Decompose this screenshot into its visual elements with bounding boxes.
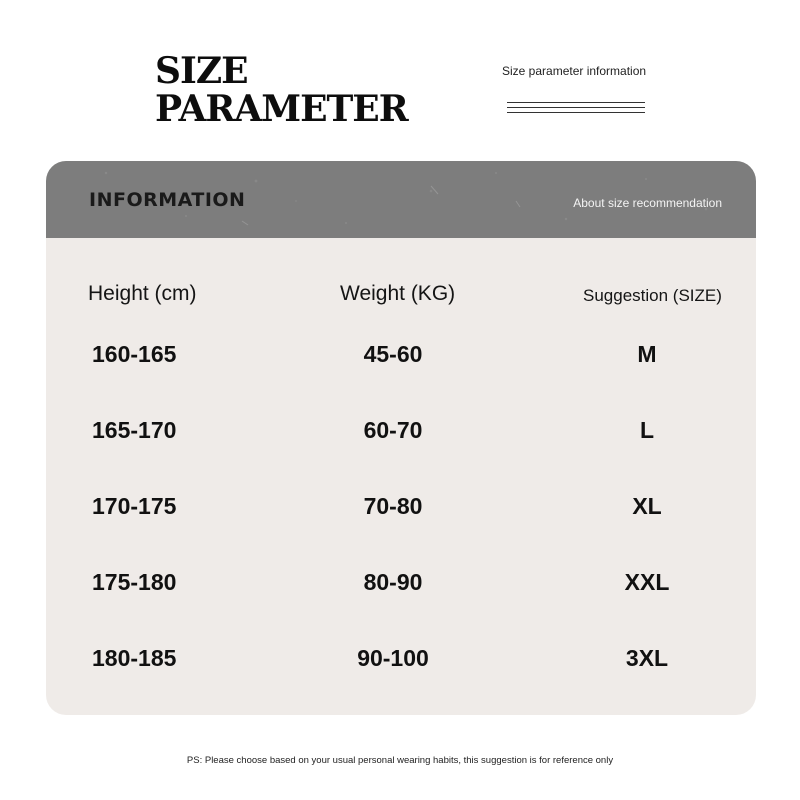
weight-cell: 60-70 [363,417,423,443]
page-subtitle: Size parameter information [502,64,647,78]
height-cell: 165-170 [92,417,177,443]
table-row [46,341,756,381]
table-row [46,493,756,533]
height-cell: 170-175 [92,493,177,519]
weight-cell: 70-80 [363,493,423,519]
header-title: INFORMATION [89,189,246,211]
size-cell: L [639,417,655,443]
title-line-1: SIZE [155,50,248,92]
height-cell: 180-185 [92,645,177,671]
height-cell: 175-180 [92,569,177,595]
table-row [46,645,756,685]
size-cell: 3XL [625,645,669,671]
decorative-lines [507,102,645,118]
column-header-height: Height (cm) [88,282,197,305]
height-cell: 160-165 [92,341,177,367]
size-cell: XXL [624,569,670,595]
size-cell: XL [632,493,662,519]
column-header-suggestion: Suggestion (SIZE) [583,286,722,305]
weight-cell: 80-90 [363,569,423,595]
table-row [46,569,756,609]
weight-cell: 90-100 [357,645,429,671]
header-subtitle: About size recommendation [573,196,722,210]
size-table-card [46,161,756,715]
table-row [46,417,756,457]
column-header-weight: Weight (KG) [340,282,456,305]
title-line-2: PARAMETER [155,88,408,130]
size-cell: M [637,341,657,367]
card-header [46,161,756,238]
page-title [155,52,408,128]
footnote: PS: Please choose based on your usual personal wearing habits, this suggestion is for reference only [186,755,614,766]
weight-cell: 45-60 [363,341,423,367]
